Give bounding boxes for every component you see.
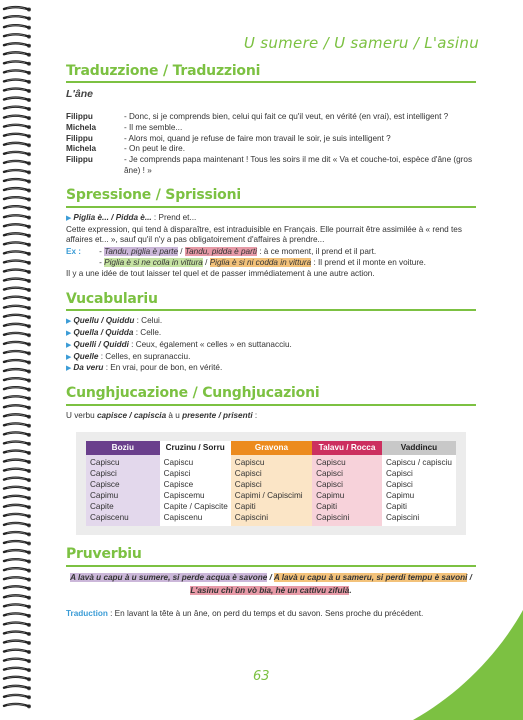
dialog-line [66,134,476,145]
translation-text: : En lavant la tête à un âne, on perd du temps et du savon. Sens proche du précédent. [107,609,424,619]
spiral-ring [4,704,31,708]
expression-note: Il y a une idée de tout laisser tel quel et de passer immédiatement à une autre action. [66,268,375,278]
dialog-line [66,123,476,134]
conj-form: Capite [90,501,114,511]
conj-form: Capiscu [234,458,265,468]
proverb-text: A lavà u capu à u sumere, si perde acqua è savone / A lavà u capu à u sameru, si perdi tempu è savoni / L'asinu chì ùn vò bia, hè un cattivu zifulà. [70,572,472,595]
spiral-ring [4,405,31,409]
conj-header-1: Cruzinu / Sorru [160,441,231,456]
spiral-ring [4,523,31,527]
dialog-line [66,144,476,155]
conj-header-2: Gravona [231,441,312,456]
dialog-text: - Donc, si je comprends bien, celui qui fait ce qu'il veut, en vérité (en vrai), est intelligent ? [124,112,449,122]
spiral-ring [4,631,31,635]
conj-form: Capisci [385,480,413,490]
spiral-ring [4,650,31,654]
page-content [66,62,476,630]
spiral-ring [4,613,31,617]
example-2-translation: : Il prend et il monte en voiture. [311,258,426,268]
spiral-ring [4,79,31,83]
expression-lead [66,213,476,224]
conj-form: Capisci [316,480,343,490]
spiral-ring [4,188,31,192]
spiral-ring [4,16,31,20]
conjugation-section [66,384,476,535]
expression-term: Piglia è... / Pidda è... [73,212,152,222]
example-1-suttanacciu: Tandu, pidda è parti [184,247,257,257]
translation-label: Traduction [66,609,108,619]
spiral-ring [4,450,31,454]
spiral-ring [4,369,31,373]
spiral-ring [4,170,31,174]
triangle-bullet-icon: ▶ [66,353,72,361]
spiral-ring [4,686,31,690]
spiral-ring [4,215,31,219]
spiral-ring [4,668,31,672]
spiral-ring [4,206,31,210]
vocab-item: ▶ Quellu / Quiddu : Celui. [66,316,163,326]
proverb-section [66,545,476,620]
conj-form: Capisci [316,469,343,479]
dialog-speaker: Michela [66,122,97,132]
conj-form: Capiti [316,501,338,511]
example-1-translation: : à ce moment, il prend et il part. [256,247,377,257]
conj-form: Capite / Capiscite [163,501,228,511]
spiral-ring [4,269,31,273]
spiral-ring [4,297,31,301]
conj-form: Capiscu [90,458,120,468]
spiral-ring [4,414,31,418]
spiral-ring [4,260,31,264]
spiral-ring [4,478,31,482]
spiral-ring [4,34,31,38]
spiral-ring [4,378,31,382]
conj-form: Capiscenu [163,512,203,522]
conj-form: Capisci [385,469,413,479]
spiral-ring [4,70,31,74]
spiral-ring [4,279,31,283]
conj-header-3: Talavu / Rocca [312,441,382,456]
triangle-bullet-icon: ▶ [66,365,72,373]
vocab-item: ▶ Quelle : Celles, en supranacciu. [66,351,191,361]
dialog-speaker: Filippu [66,112,93,122]
spiral-ring [4,441,31,445]
spiral-ring [4,224,31,228]
dialog-text: - Il me semble... [124,122,183,132]
conj-form: Capimu [316,490,345,500]
spiral-ring [4,514,31,518]
conj-form: Capiscu / capisciu [385,458,452,468]
dialog-speaker: Filippu [66,133,93,143]
conj-form: Capiscini [234,512,269,522]
spiral-ring [4,306,31,310]
spiral-ring [4,641,31,645]
conj-form: Capisci [90,469,117,479]
conj-form: Capiscu [316,458,346,468]
dialog-line [66,112,476,123]
dialog-speaker: Filippu [66,154,93,164]
spiral-ring [4,324,31,328]
conj-form: Capimu [385,490,415,500]
spiral-ring [4,107,31,111]
spiral-ring [4,622,31,626]
conj-column-1 [160,455,231,526]
spiral-ring [4,532,31,536]
conjugation-heading: Cunghjucazione / Cunghjucazioni [66,384,476,405]
spiral-ring [4,559,31,563]
spiral-ring [4,469,31,473]
triangle-bullet-icon: ▶ [66,214,72,222]
spiral-ring [4,387,31,391]
dialog-text: - Alors moi, quand je refuse de faire mon travail le soir, je suis intelligent ? [124,133,391,143]
dialog-table [66,112,476,176]
conj-form: Capiscini [385,512,420,522]
spiral-ring [4,251,31,255]
spiral-ring [4,342,31,346]
proverb-alt: L'asinu chì ùn vò bia, hè un cattivu zifulà [190,585,350,595]
vocab-section [66,290,476,375]
conj-form: Capimi / Capiscimi [234,490,303,500]
spiral-ring [4,659,31,663]
spiral-ring [4,568,31,572]
conj-form: Capiti [234,501,256,511]
spiral-ring [4,125,31,129]
proverb-heading: Pruverbiu [66,545,476,566]
conj-form: Capimu [90,490,119,500]
spiral-ring [4,161,31,165]
conj-form: Capiscenu [90,512,129,522]
conj-form: Capisce [90,480,120,490]
conj-header-4: Vaddincu [382,441,456,456]
spiral-ring [4,550,31,554]
example-2-suttanacciu: Piglia è si ni codda in vittura [209,258,312,268]
translation-heading: Traduzzione / Traduzzioni [66,62,476,83]
spiral-ring [4,98,31,102]
vocab-heading: Vucabulariu [66,290,476,311]
spiral-ring [4,360,31,364]
spiral-ring [4,242,31,246]
translation-section [66,62,476,176]
spiral-ring [4,134,31,138]
spiral-ring [4,233,31,237]
conj-form: Capiscini [316,512,350,522]
spiral-ring [4,586,31,590]
spiral-ring [4,541,31,545]
triangle-bullet-icon: ▶ [66,330,72,337]
example-line: Ex : - Tandu, piglia è parte / Tandu, pidda è parti : à ce moment, il prend et il part. [66,247,377,257]
green-corner-decoration [403,610,523,720]
triangle-bullet-icon: ▶ [66,318,72,326]
spiral-ring [4,25,31,29]
spiral-ring [4,143,31,147]
spiral-ring [4,432,31,436]
spiral-ring [4,595,31,599]
spiral-binding [0,0,44,720]
spiral-ring [4,315,31,319]
proverb-suttanacciu: A lavà u capu à u sameru, si perdi tempu è savoni [273,572,468,582]
spiral-ring [4,43,31,47]
example-label: Ex : [66,247,82,257]
spiral-ring [4,61,31,65]
page-title: U sumere / U sameru / L'asinu [243,34,479,52]
spiral-ring [4,396,31,400]
spiral-ring [4,423,31,427]
spiral-ring [4,460,31,464]
spiral-ring [4,496,31,500]
conj-form: Capisci [163,469,191,479]
spiral-ring [4,487,31,491]
conj-column-0 [86,455,160,526]
spiral-ring [4,577,31,581]
vocab-item: ▶ Quelli / Quiddi : Ceux, également « celles » en suttanacciu. [66,339,292,349]
dialog-speaker: Michela [66,144,97,154]
spiral-ring [4,695,31,699]
spiral-ring [4,604,31,608]
conj-form: Capiscu [163,458,194,468]
vocab-item: ▶ Quella / Quidda : Celle. [66,328,162,337]
expression-paragraph: Cette expression, qui tend à disparaître, est intraduisible en Français. Elle pourrait être assimilée à « rend tes affaires et... », sauf qu'il n'y a pas obligatoirement d'affaires à prendre... [66,224,462,245]
page-number: 63 [253,669,270,684]
spiral-ring [4,7,31,11]
vocab-item: ▶ Da veru : En vrai, pour de bon, en vérité. [66,363,223,373]
conj-header-0: Boziu [86,441,160,456]
conj-column-3 [312,455,382,526]
conj-form: Capiscemu [163,490,205,500]
example-2-supranacciu: Piglia è si ne colla in vittura [104,258,203,268]
conj-form: Capisci [234,469,262,479]
conjugation-table [86,441,456,527]
spiral-ring [4,351,31,355]
dialog-text: - Je comprends papa maintenant ! Tous les soirs il me dit « Va et couche-toi, espèce d'âne (gros âne) ! » [124,154,473,175]
conj-form: Capisce [163,480,194,490]
spiral-ring [4,505,31,509]
spiral-ring [4,677,31,681]
spiral-ring [4,197,31,201]
expression-meaning: : Prend et... [151,212,197,222]
translation-subtitle: L'âne [66,88,94,101]
conj-column-4 [382,455,456,526]
spiral-ring [4,333,31,337]
spiral-ring [4,88,31,92]
spiral-ring [4,152,31,156]
proverb-supranacciu: A lavà u capu à u sumere, si perde acqua è savone [70,572,268,582]
spiral-ring [4,179,31,183]
expression-section [66,186,476,279]
example-line: - Piglia è si ne colla in vittura / Piglia è si ni codda in vittura : Il prend et il monte en voiture. [90,258,426,268]
spiral-ring [4,288,31,292]
expression-heading: Spressione / Sprissioni [66,186,476,207]
conj-form: Capisci [234,480,262,490]
conjugation-intro: U verbu capisce / capiscia à u presente / prisenti : [66,410,258,420]
conj-column-2 [231,455,312,526]
dialog-text: - On peut le dire. [124,144,185,154]
spiral-ring [4,116,31,120]
dialog-line [66,155,476,176]
conj-form: Capiti [385,501,407,511]
spiral-ring [4,52,31,56]
example-1-supranacciu: Tandu, piglia è parte [104,247,179,257]
conjugation-table-box [76,432,466,536]
triangle-bullet-icon: ▶ [66,341,72,349]
